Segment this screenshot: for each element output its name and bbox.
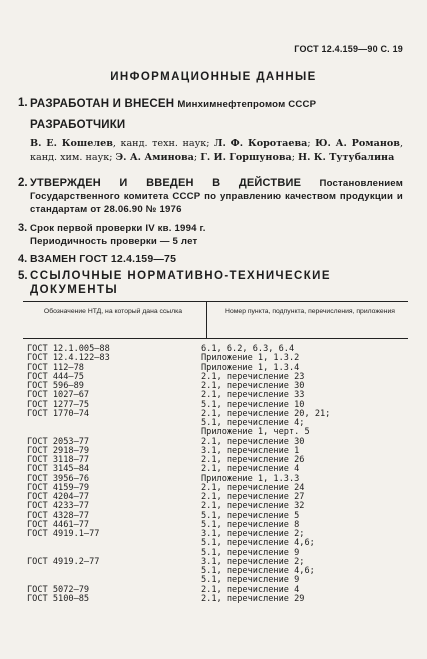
document-cell: ГОСТ 3956—76: [27, 473, 90, 484]
clause-cell: 6.1, 6.2, 6.3, 6.4: [201, 344, 295, 354]
clause-cell: 2.1, перечисление 20, 21;: [201, 408, 331, 419]
item-4-text: ВЗАМЕН ГОСТ 12.4.159—75: [30, 253, 177, 265]
clause-cell: 5.1, перечисление 5: [201, 510, 300, 521]
document-cell: ГОСТ 112—78: [27, 362, 84, 373]
item-4: [18, 253, 403, 266]
author-degree: , канд. хим. наук;: [30, 138, 403, 163]
clause-cell: 2.1, перечисление 4: [201, 464, 300, 475]
document-cell: ГОСТ 12.4.122—83: [27, 353, 110, 364]
clause-cell: 2.1, перечисление 30: [201, 436, 305, 447]
clause-cell: 2.1, перечисление 29: [201, 593, 305, 604]
clause-cell: 3.1, перечисление 2;: [201, 529, 305, 539]
item-2-number: 2.: [18, 177, 28, 189]
clause-cell: Приложение 1, 1.3.2: [201, 353, 300, 364]
document-cell: ГОСТ 596—89: [27, 381, 84, 391]
item-1-number: 1.: [18, 97, 28, 109]
clause-cell: 2.1, перечисление 24: [201, 482, 305, 493]
item-1-org: Минхимнефтепромом СССР: [177, 99, 317, 110]
author-name: Г. И. Горшунова: [200, 152, 292, 163]
item-3: [18, 222, 403, 248]
author-name: Э. А. Аминова: [115, 152, 194, 163]
item-3-line2: Периодичность проверки — 5 лет: [30, 236, 198, 247]
clause-cell: 2.1, перечисление 27: [201, 492, 305, 502]
document-cell: ГОСТ 1277—75: [27, 399, 90, 410]
author-name: В. Е. Кошелев: [30, 138, 113, 149]
table-header: [23, 301, 408, 339]
clause-cell: 5.1, перечисление 9: [201, 547, 300, 558]
item-5: [18, 269, 403, 297]
table-row: [23, 595, 408, 604]
document-cell: ГОСТ 444—75: [27, 371, 84, 382]
item-4-number: 4.: [18, 253, 28, 265]
clause-cell: 2.1, перечисление 26: [201, 455, 305, 465]
document-cell: ГОСТ 5100—85: [27, 593, 90, 604]
clause-cell: 5.1, перечисление 10: [201, 399, 305, 410]
item-3-number: 3.: [18, 222, 28, 234]
clause-cell: 5.1, перечисление 4,6;: [201, 566, 315, 576]
author-degree: , канд. техн. наук;: [112, 138, 215, 149]
clause-cell: 5.1, перечисление 4;: [201, 418, 305, 428]
item-2: [18, 177, 403, 216]
item-5-text: ССЫЛОЧНЫЕ НОРМАТИВНО-ТЕХНИЧЕСКИЕ ДОКУМЕНТЫ: [30, 270, 331, 296]
references-table: [23, 301, 408, 604]
clause-cell: Приложение 1, 1.3.3: [201, 473, 300, 484]
item-1-lead: РАЗРАБОТАН И ВНЕСЕН: [30, 98, 175, 110]
clause-cell: 5.1, перечисление 4,6;: [201, 538, 315, 549]
document-cell: ГОСТ 4328—77: [27, 510, 90, 521]
page-header: ГОСТ 12.4.159—90 С. 19: [294, 44, 403, 54]
document-cell: ГОСТ 4204—77: [27, 492, 90, 502]
item-1: [18, 97, 403, 165]
clause-cell: 2.1, перечисление 4: [201, 584, 300, 595]
clause-cell: 2.1, перечисление 33: [201, 390, 305, 401]
document-cell: ГОСТ 4919.1—77: [27, 529, 100, 539]
document-cell: ГОСТ 4919.2—77: [27, 556, 100, 567]
item-3-line1: Срок первой проверки IV кв. 1994 г.: [30, 223, 206, 234]
author-name: Ю. А. Романов: [315, 138, 400, 149]
author-degree: ;: [193, 152, 201, 163]
document-cell: ГОСТ 1770—74: [27, 408, 90, 419]
document-cell: ГОСТ 12.1.005—88: [27, 344, 110, 354]
document-cell: ГОСТ 4159—79: [27, 482, 90, 493]
column-divider: [206, 302, 207, 338]
document-cell: ГОСТ 1027—67: [27, 390, 90, 401]
clause-cell: 3.1, перечисление 1: [201, 445, 300, 456]
column-header-clause: Номер пункта, подпункта, перечисления, приложения: [225, 308, 395, 315]
section-title: ИНФОРМАЦИОННЫЕ ДАННЫЕ: [110, 71, 317, 83]
item-2-lead: УТВЕРЖДЕН И ВВЕДЕН В ДЕЙСТВИЕ: [30, 177, 302, 189]
author-name: Л. Ф. Коротаева: [214, 138, 308, 149]
item-1-subhead: РАЗРАБОТЧИКИ: [30, 119, 126, 131]
author-degree: ;: [291, 152, 299, 163]
document-cell: ГОСТ 5072—79: [27, 584, 90, 595]
clause-cell: Приложение 1, 1.3.4: [201, 362, 300, 373]
item-2-text: Постановлением Государственного комитета СССР по управлению качеством продукции и стандартам от 28.06.90 № 1976: [30, 178, 403, 215]
table-body: [23, 345, 408, 604]
clause-cell: 2.1, перечисление 30: [201, 381, 305, 391]
clause-cell: 5.1, перечисление 8: [201, 519, 300, 530]
document-cell: ГОСТ 2053—77: [27, 436, 90, 447]
document-cell: ГОСТ 3118—77: [27, 455, 90, 465]
column-header-document: Обозначение НТД, на который дана ссылка: [43, 308, 183, 315]
clause-cell: 5.1, перечисление 9: [201, 575, 300, 586]
document-cell: ГОСТ 4461—77: [27, 519, 90, 530]
author-name: Н. К. Тутубалина: [298, 152, 395, 163]
clause-cell: 3.1, перечисление 2;: [201, 556, 305, 567]
clause-cell: 2.1, перечисление 32: [201, 501, 305, 512]
item-5-number: 5.: [18, 270, 28, 282]
author-degree: ;: [307, 138, 316, 149]
document-cell: ГОСТ 2918—79: [27, 445, 90, 456]
document-cell: ГОСТ 3145—84: [27, 464, 90, 475]
clause-cell: Приложение 1, черт. 5: [201, 427, 310, 438]
clause-cell: 2.1, перечисление 23: [201, 371, 305, 382]
document-cell: ГОСТ 4233—77: [27, 501, 90, 512]
authors-list: [30, 137, 403, 165]
